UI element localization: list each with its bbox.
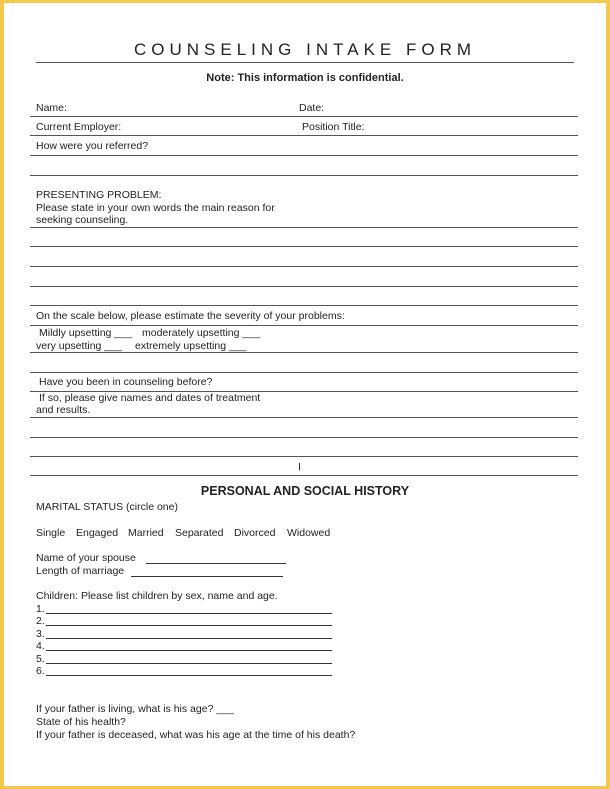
child-input-line[interactable] bbox=[46, 613, 332, 614]
counseling-answer-line[interactable] bbox=[30, 456, 578, 457]
severity-prompt: On the scale below, please estimate the severity of your problems: bbox=[36, 310, 345, 322]
severity-rule bbox=[30, 325, 578, 326]
marriage-length-input-line[interactable] bbox=[131, 576, 283, 577]
marital-status-label: MARITAL STATUS (circle one) bbox=[36, 501, 178, 513]
children-prompt: Children: Please list children by sex, name and age. bbox=[36, 590, 278, 602]
referred-label: How were you referred? bbox=[36, 140, 149, 152]
child-input-line[interactable] bbox=[46, 650, 332, 651]
child-input-line[interactable] bbox=[46, 625, 332, 626]
child-number: 2. bbox=[36, 615, 45, 627]
personal-history-heading: PERSONAL AND SOCIAL HISTORY bbox=[200, 484, 410, 498]
child-number: 3. bbox=[36, 628, 45, 640]
marital-option-engaged[interactable]: Engaged bbox=[76, 527, 119, 539]
presenting-answer-line[interactable] bbox=[30, 286, 578, 287]
referred-line[interactable] bbox=[30, 155, 578, 156]
severity-mild[interactable]: Mildly upsetting ___ bbox=[39, 327, 132, 339]
position-label: Position Title: bbox=[302, 121, 365, 133]
marital-option-married[interactable]: Married bbox=[128, 527, 164, 539]
child-input-line[interactable] bbox=[46, 663, 332, 664]
father-health-question: State of his health? bbox=[36, 716, 126, 728]
presenting-answer-line[interactable] bbox=[30, 227, 578, 228]
marital-option-widowed[interactable]: Widowed bbox=[287, 527, 331, 539]
child-input-line[interactable] bbox=[46, 675, 332, 676]
child-input-line[interactable] bbox=[46, 638, 332, 639]
severity-very[interactable]: very upsetting ___ bbox=[36, 340, 122, 352]
name-label: Name: bbox=[36, 102, 67, 114]
marital-option-separated[interactable]: Separated bbox=[175, 527, 224, 539]
presenting-answer-line[interactable] bbox=[30, 246, 578, 247]
counseling-line-2: and results. bbox=[36, 404, 91, 416]
section-divider bbox=[30, 475, 578, 476]
severity-extreme[interactable]: extremely upsetting ___ bbox=[135, 340, 247, 352]
confidential-note: Note: This information is confidential. bbox=[206, 72, 404, 84]
spouse-input-line[interactable] bbox=[146, 563, 286, 564]
form-title: COUNSELING INTAKE FORM bbox=[133, 40, 477, 59]
counseling-question: Have you been in counseling before? bbox=[39, 376, 213, 388]
father-deceased-question: If your father is deceased, what was his age at the time of his death? bbox=[36, 729, 356, 741]
severity-rule bbox=[30, 352, 578, 353]
presenting-heading: PRESENTING PROBLEM: bbox=[36, 189, 162, 201]
marriage-length-label: Length of marriage bbox=[36, 565, 125, 577]
presenting-answer-line[interactable] bbox=[30, 305, 578, 306]
employer-line[interactable] bbox=[30, 135, 578, 136]
counseling-answer-line[interactable] bbox=[30, 437, 578, 438]
child-number: 5. bbox=[36, 653, 45, 665]
counseling-answer-line[interactable] bbox=[30, 417, 578, 418]
child-number: 4. bbox=[36, 640, 45, 652]
employer-label: Current Employer: bbox=[36, 121, 122, 133]
counseling-line-1: If so, please give names and dates of treatment bbox=[39, 392, 261, 404]
name-line[interactable] bbox=[30, 116, 578, 117]
presenting-line-2: seeking counseling. bbox=[36, 214, 129, 226]
severity-moderate[interactable]: moderately upsetting ___ bbox=[142, 327, 260, 339]
counseling-marker: I bbox=[298, 461, 301, 473]
presenting-line-1: Please state in your own words the main reason for bbox=[36, 202, 275, 214]
presenting-answer-line[interactable] bbox=[30, 266, 578, 267]
spouse-label: Name of your spouse bbox=[36, 552, 136, 564]
child-number: 6. bbox=[36, 665, 45, 677]
title-rule bbox=[36, 62, 574, 63]
referred-line-2[interactable] bbox=[30, 175, 578, 176]
marital-option-single[interactable]: Single bbox=[36, 527, 66, 539]
father-age-question: If your father is living, what is his age? ___ bbox=[36, 703, 234, 715]
child-number: 1. bbox=[36, 603, 45, 615]
marital-option-divorced[interactable]: Divorced bbox=[234, 527, 276, 539]
date-label: Date: bbox=[299, 102, 325, 114]
severity-rule bbox=[30, 372, 578, 373]
